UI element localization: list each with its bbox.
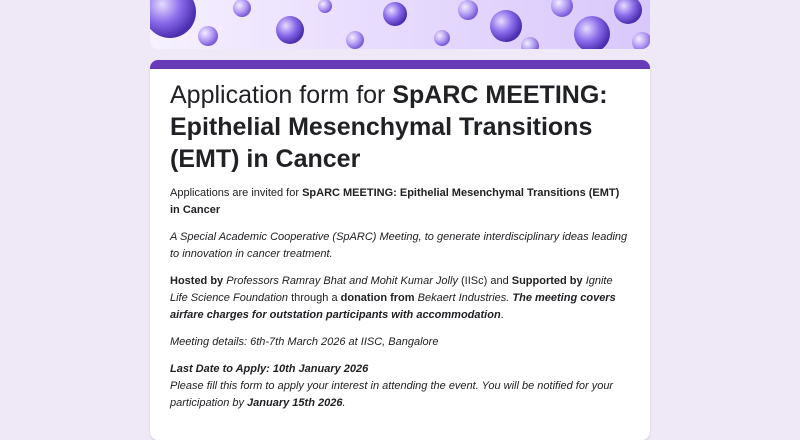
intro-text: Applications are invited for SpARC MEETING: Epithelial Mesenchymal Transitions (EMT) in Cancer: [170, 187, 620, 216]
deadline-text: Last Date to Apply: 10th January 2026 Please fill this form to apply your interest in attending the event. You will be notified for your participation by January 15th 2026.: [170, 363, 614, 409]
intro-meeting-name: SpARC MEETING: Epithelial Mesenchymal Transitions (EMT) in Cancer: [170, 187, 620, 216]
form-title-bold: SpARC MEETING: Epithelial Mesenchymal Transitions (EMT) in Cancer: [170, 81, 608, 173]
header-banner-image: [150, 0, 650, 49]
form-header-card: [150, 60, 650, 440]
accent-bar: [150, 60, 650, 69]
meeting-description: A Special Academic Cooperative (SpARC) Meeting, to generate interdisciplinary ideas leading to innovation in cancer treatment.: [170, 231, 628, 260]
form-title: Application form for SpARC MEETING: Epithelial Mesenchymal Transitions (EMT) in Cancer: [170, 81, 608, 173]
hosts-text: Hosted by Professors Ramray Bhat and Mohit Kumar Jolly (IISc) and Supported by Ignite Life Science Foundation through a donation from Bekaert Industries. The meeting covers airfare charges for outstation participants with accommodation.: [170, 275, 616, 321]
meeting-details: Meeting details: 6th-7th March 2026 at IISC, Bangalore: [170, 336, 439, 348]
last-date: Last Date to Apply: 10th January 2026: [170, 363, 369, 375]
